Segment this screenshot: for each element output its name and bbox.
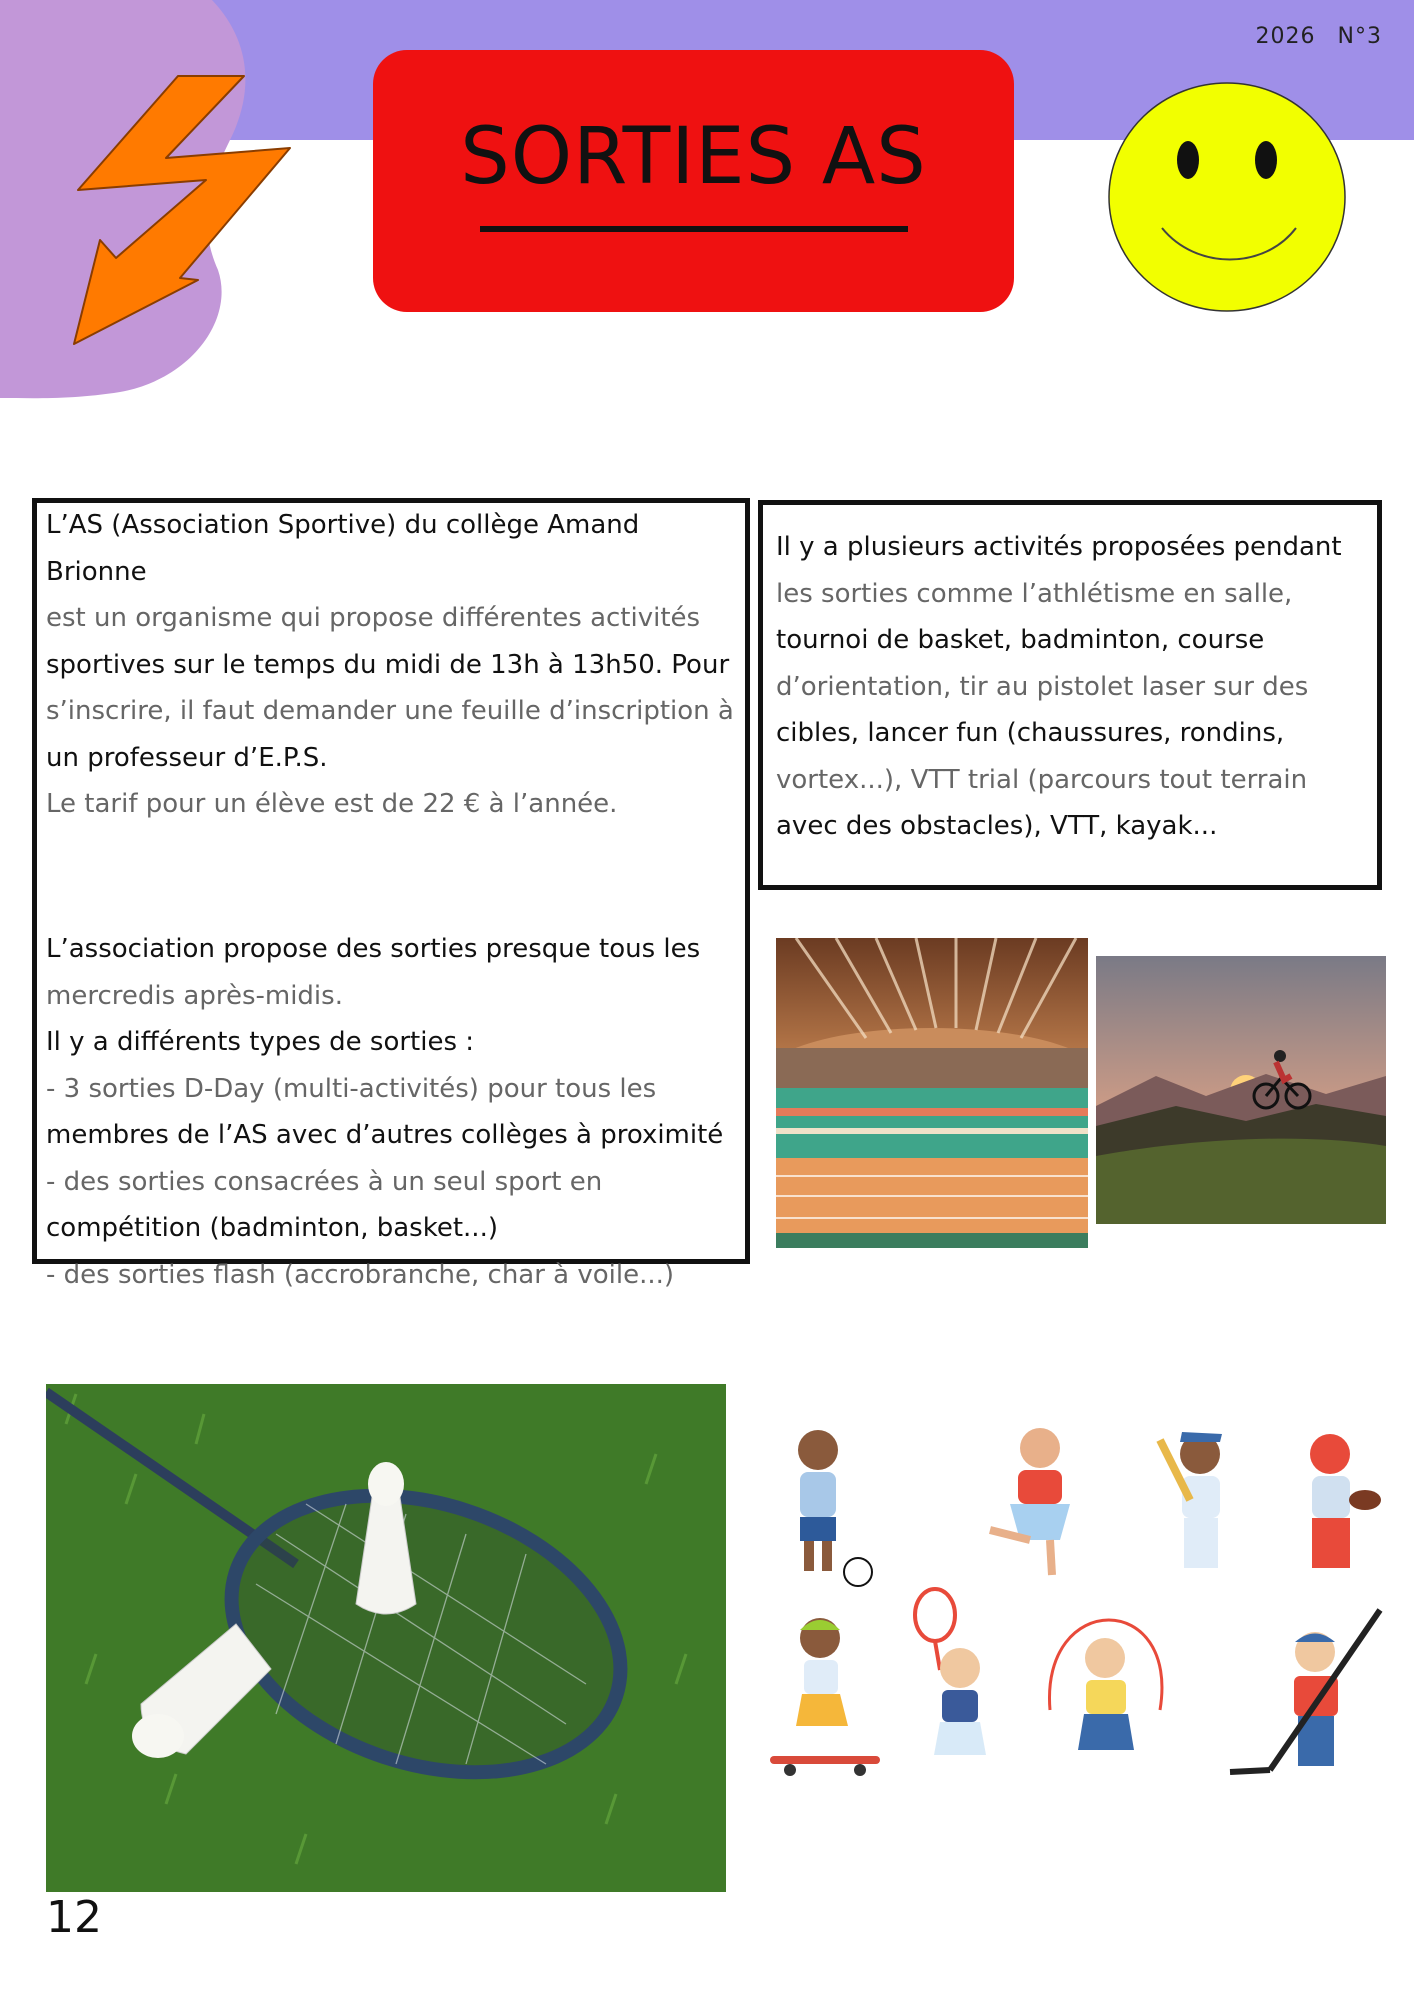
outings-line: membres de l’AS avec d’autres collèges à proximité [46, 1120, 724, 1150]
lightning-icon [68, 72, 294, 348]
outings-line: - 3 sorties D-Day (multi-activités) pour tous les [46, 1073, 657, 1104]
kids-sports-illustration [760, 1420, 1394, 1848]
activities-line: les sorties comme l’athlétisme en salle, [776, 578, 1293, 609]
outings-line: - des sorties flash (accrobranche, char à voile...) [46, 1259, 675, 1290]
indoor-stadium-photo [776, 938, 1088, 1248]
badminton-photo [46, 1384, 726, 1892]
intro-text [46, 502, 736, 1298]
intro-line: est un organisme qui propose différentes activités [46, 603, 701, 633]
kid-hockey [1230, 1610, 1380, 1772]
blank-line [46, 828, 736, 875]
outings-line: L’association propose des sorties presque tous les [46, 934, 701, 964]
kid-skateboard [770, 1618, 880, 1776]
activities-line: d’orientation, tir au pistolet laser sur des [776, 671, 1309, 702]
activities-line: avec des obstacles), VTT, kayak... [776, 811, 1218, 841]
activities-text [776, 524, 1356, 850]
title-underline [480, 226, 908, 232]
issue-number: N°3 [1337, 24, 1382, 49]
activities-line: tournoi de basket, badminton, course [776, 625, 1265, 655]
activities-line: cibles, lancer fun (chaussures, rondins, [776, 718, 1285, 748]
outings-line: compétition (badminton, basket...) [46, 1213, 498, 1243]
kid-baseball [1160, 1432, 1222, 1568]
intro-line: s’inscrire, il faut demander une feuille d’inscription à [46, 696, 734, 726]
kid-football [798, 1430, 872, 1586]
activities-line: Il y a plusieurs activités proposées pendant [776, 532, 1342, 562]
intro-line: un professeur d’E.P.S. [46, 742, 328, 773]
kid-jump-rope [1049, 1620, 1161, 1750]
page-number: 12 [46, 1892, 102, 1943]
kid-ice-skating [990, 1428, 1070, 1575]
issue-year: 2026 [1255, 24, 1316, 49]
outings-line: - des sorties consacrées à un seul sport en [46, 1166, 603, 1197]
intro-line: sportives sur le temps du midi de 13h à 13h50. Pour [46, 649, 730, 680]
blank-line [46, 874, 736, 926]
outings-line: Il y a différents types de sorties : [46, 1027, 475, 1057]
kid-rugby [1310, 1434, 1381, 1568]
page-title: SORTIES AS [460, 112, 927, 202]
issue-info [1256, 24, 1382, 49]
kid-tennis [915, 1589, 986, 1755]
activities-line: vortex...), VTT trial (parcours tout terrain [776, 764, 1308, 795]
mountain-bike-photo [1096, 956, 1386, 1224]
outings-line: mercredis après-midis. [46, 980, 343, 1011]
smiley-face-icon [1106, 80, 1348, 316]
intro-line: Le tarif pour un élève est de 22 € à l’année. [46, 789, 618, 819]
intro-line: L’AS (Association Sportive) du collège Amand Brionne [46, 510, 640, 587]
